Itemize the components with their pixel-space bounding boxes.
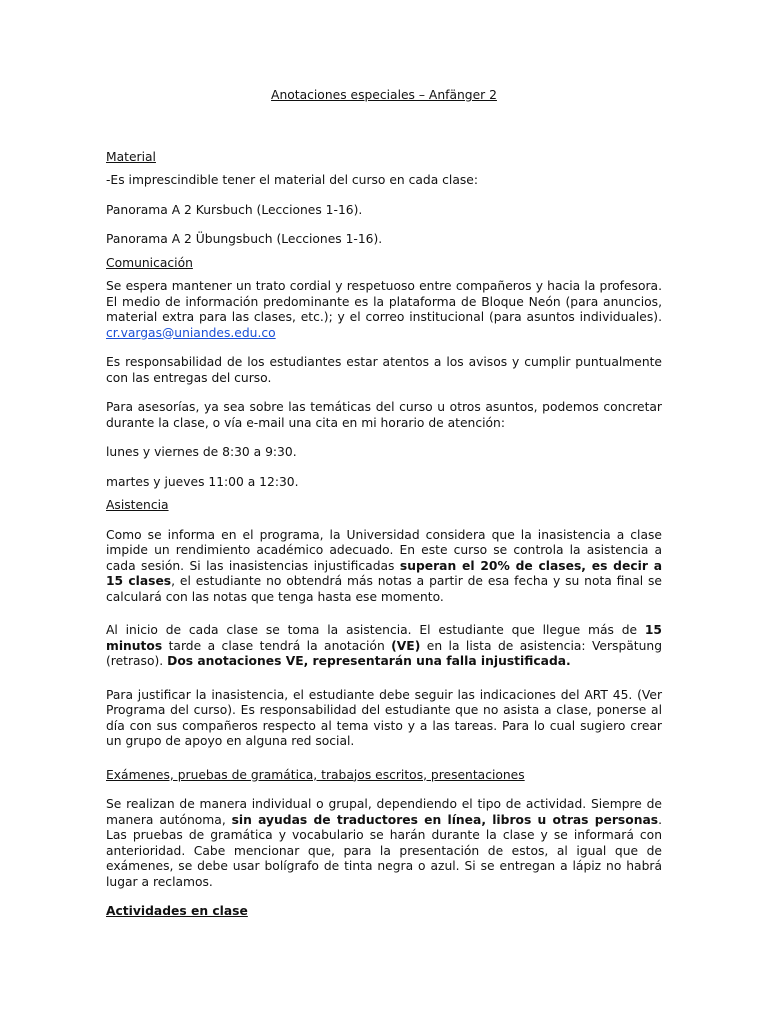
comunicacion-paragraph-2: Es responsabilidad de los estudiantes estar atentos a los avisos y cumplir puntualmente con las entregas del curso. xyxy=(106,355,662,385)
examenes-paragraph-1 xyxy=(106,797,662,890)
heading-asistencia: Asistencia xyxy=(106,498,169,512)
asistencia-p2-bold-ve: (VE) xyxy=(391,638,421,653)
document-title: Anotaciones especiales – Anfänger 2 xyxy=(271,88,497,102)
asistencia-p1-text-c: , el estudiante no obtendrá más notas a partir de esa fecha y su nota final se calculará con las notas que tenga hasta ese momento. xyxy=(106,574,662,604)
asistencia-p2-text-a: Al inicio de cada clase se toma la asistencia. El estudiante que llegue más de xyxy=(106,623,645,637)
asistencia-p2-text-e: en la lista de asistencia: Verspätung (retraso). xyxy=(106,638,662,668)
examenes-text-c: . Las pruebas de gramática y vocabulario se harán durante la clase y se informará con anterioridad. Cabe mencionar que, para la presentación de estos, al igual que de exámenes, se debe usar bolígrafo de tinta negra o azul. Si se entregan a lápiz no habrá lugar a reclamos. xyxy=(106,812,662,889)
asistencia-paragraph-1 xyxy=(106,528,662,606)
examenes-text-a: Se realizan de manera individual o grupal, dependiendo el tipo de actividad. Siempre de manera autónoma, xyxy=(106,797,662,827)
schedule-line-1: lunes y viernes de 8:30 a 9:30. xyxy=(106,445,297,459)
material-intro: -Es imprescindible tener el material del curso en cada clase: xyxy=(106,173,478,187)
asistencia-p1-bold: superan el 20% de clases, es decir a 15 clases xyxy=(106,558,662,588)
asistencia-p1-text-a: Como se informa en el programa, la Universidad considera que la inasistencia a clase impide un rendimiento académico adecuado. En este curso se controla la asistencia a cada sesión. Si las inasistencias injustificadas xyxy=(106,527,662,573)
asistencia-p2-text-c: tarde a clase tendrá la anotación xyxy=(162,638,392,653)
heading-material: Material xyxy=(106,149,156,164)
asistencia-p2-bold-falla: Dos anotaciones VE, representarán una falla injustificada. xyxy=(167,654,571,668)
comunicacion-paragraph-1 xyxy=(106,279,662,341)
asistencia-paragraph-3: Para justificar la inasistencia, el estudiante debe seguir las indicaciones del ART 45. (Ver Programa del curso). Es responsabilidad del estudiante que no asista a clase, ponerse al día con sus compañeros respecto al tema visto y a las tareas. Para lo cual sugiero crear un grupo de apoyo en alguna red social. xyxy=(106,687,662,748)
comunicacion-paragraph-3: Para asesorías, ya sea sobre las temáticas del curso u otros asuntos, podemos concretar durante la clase, o vía e-mail una cita en mi horario de atención: xyxy=(106,400,662,430)
material-item-kursbuch: Panorama A 2 Kursbuch (Lecciones 1-16). xyxy=(106,202,363,217)
heading-actividades: Actividades en clase xyxy=(106,904,248,918)
asistencia-p2-bold-minutes: 15 minutos xyxy=(106,623,662,653)
heading-comunicacion: Comunicación xyxy=(106,255,193,270)
heading-examenes: Exámenes, pruebas de gramática, trabajos escritos, presentaciones xyxy=(106,767,525,782)
examenes-bold: sin ayudas de traductores en línea, libros u otras personas xyxy=(231,812,659,827)
material-item-uebungsbuch: Panorama A 2 Übungsbuch (Lecciones 1-16). xyxy=(106,232,383,246)
schedule-line-2: martes y jueves 11:00 a 12:30. xyxy=(106,474,299,489)
comunicacion-text-1: Se espera mantener un trato cordial y respetuoso entre compañeros y hacia la profesora. El medio de información predominante es la plataforma de Bloque Neón (para anuncios, material extra para las clases, etc.); y el correo institucional (para asuntos individuales). xyxy=(106,279,662,324)
email-link[interactable]: cr.vargas@uniandes.edu.co xyxy=(106,325,276,340)
asistencia-paragraph-2 xyxy=(106,623,662,670)
